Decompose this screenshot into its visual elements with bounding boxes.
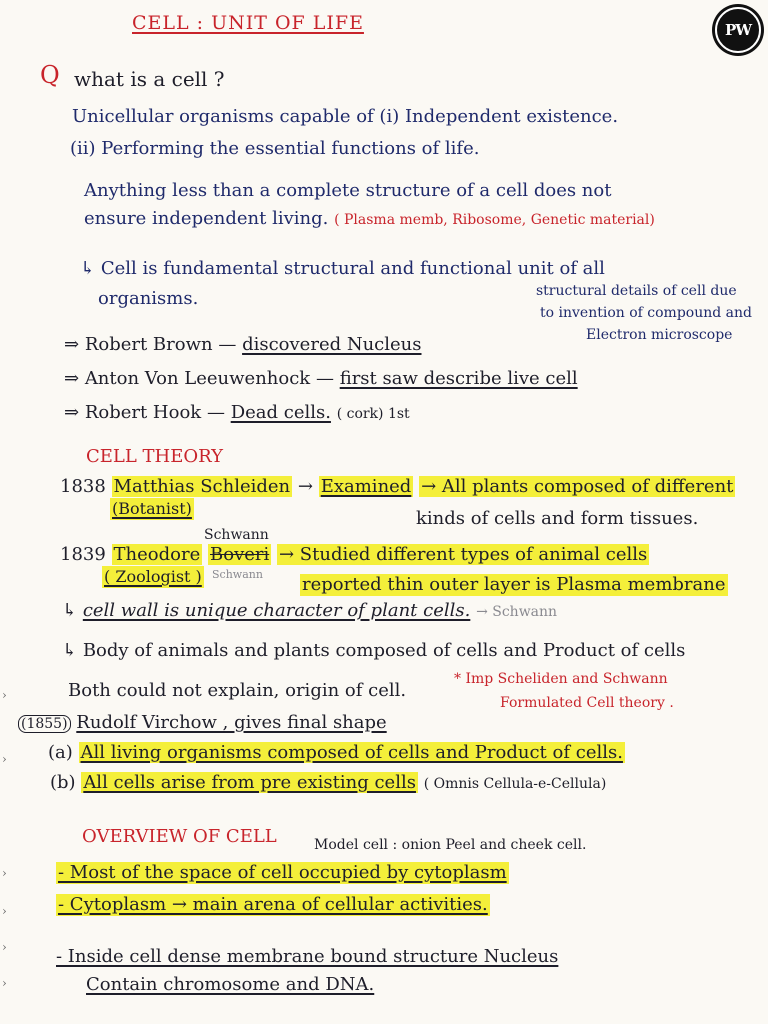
double-arrow-icon: ⇒ bbox=[64, 402, 85, 423]
margin-mark: › bbox=[2, 940, 7, 954]
point-b-row bbox=[50, 772, 606, 795]
imp-note-2: Formulated Cell theory . bbox=[500, 695, 674, 711]
def-line-1: Unicellular organisms capable of (i) Independent existence. bbox=[72, 106, 619, 127]
scientist-row-2: ⇒ Anton Von Leeuwenhock — first saw describe live cell bbox=[64, 368, 578, 389]
scientist-fact: discovered Nucleus bbox=[242, 334, 422, 355]
hook-arrow-icon: ↳ bbox=[80, 258, 101, 279]
schwann-year: 1839 bbox=[60, 544, 106, 565]
schwann-fact-2: reported thin outer layer is Plasma membrane bbox=[302, 574, 726, 595]
cell-wall-text: cell wall is unique character of plant cells. bbox=[82, 600, 471, 621]
pw-logo-text: PW bbox=[715, 7, 761, 53]
schleiden-role: (Botanist) bbox=[112, 499, 192, 518]
side-note-1: structural details of cell due bbox=[536, 283, 737, 299]
arrow-icon: → bbox=[297, 476, 313, 497]
question-text: what is a cell ? bbox=[74, 67, 225, 91]
both-text: Both could not explain, origin of cell. bbox=[68, 680, 407, 701]
def-line-3: Anything less than a complete structure of a cell does not bbox=[84, 180, 612, 201]
def-line-2: (ii) Performing the essential functions of life. bbox=[70, 138, 480, 159]
overview-heading: OVERVIEW OF CELL bbox=[82, 826, 277, 847]
schwann-name-struck: Boveri bbox=[210, 544, 270, 565]
scientist-name: Robert Brown bbox=[84, 334, 213, 355]
virchow-name: Rudolf Virchow , gives final shape bbox=[76, 712, 387, 733]
schwann-name-first: Theodore bbox=[113, 544, 201, 565]
point-a-row bbox=[48, 742, 625, 764]
scientist-extra: ( cork) 1st bbox=[336, 406, 410, 422]
point-b-label: (b) bbox=[50, 772, 76, 793]
virchow-year: (1855) bbox=[18, 715, 71, 733]
point-b-text: All cells arise from pre existing cells bbox=[83, 772, 416, 793]
point-a-text: All living organisms composed of cells and Product of cells. bbox=[80, 742, 623, 763]
schwann-row bbox=[60, 544, 649, 566]
side-note-2: to invention of compound and bbox=[540, 305, 752, 321]
scientist-row-1: ⇒ Robert Brown — discovered Nucleus bbox=[64, 334, 422, 355]
point-b-latin: ( Omnis Cellula-e-Cellula) bbox=[423, 776, 607, 792]
schwann-correction: Schwann bbox=[204, 527, 269, 543]
overview-point-1: - Most of the space of cell occupied by cytoplasm bbox=[58, 862, 507, 883]
cell-wall-note: → Schwann bbox=[476, 604, 558, 620]
point-a-label: (a) bbox=[48, 742, 73, 763]
schwann-fact-1: → Studied different types of animal cells bbox=[278, 544, 648, 565]
def-line-4a: ensure independent living. bbox=[84, 208, 329, 229]
double-arrow-icon: ⇒ bbox=[64, 334, 85, 355]
hook-arrow-icon: ↳ bbox=[62, 600, 83, 621]
scientist-fact: Dead cells. bbox=[230, 402, 331, 423]
scientist-fact: first saw describe live cell bbox=[339, 368, 578, 389]
pw-logo bbox=[712, 4, 764, 56]
scientist-row-3: ⇒ Robert Hook — Dead cells. ( cork) 1st bbox=[64, 402, 410, 423]
margin-mark: › bbox=[2, 688, 7, 702]
schleiden-year: 1838 bbox=[60, 476, 106, 497]
margin-mark: › bbox=[2, 976, 7, 990]
schleiden-fact-2: → All plants composed of different bbox=[421, 476, 734, 497]
body-row bbox=[62, 640, 685, 662]
side-note-3: Electron microscope bbox=[586, 327, 733, 343]
schwann-role: ( Zoologist ) bbox=[104, 567, 202, 586]
imp-note-1: * Imp Scheliden and Schwann bbox=[454, 671, 668, 687]
model-note: Model cell : onion Peel and cheek cell. bbox=[314, 837, 587, 853]
schleiden-name: Matthias Schleiden bbox=[113, 476, 291, 497]
body-text: Body of animals and plants composed of cells and Product of cells bbox=[82, 640, 686, 661]
scientist-name: Anton Von Leeuwenhock bbox=[84, 368, 311, 389]
def-line-4 bbox=[84, 208, 655, 231]
schleiden-fact-1: Examined bbox=[320, 476, 412, 497]
def-line-6: organisms. bbox=[98, 288, 199, 309]
def-line-4b: ( Plasma memb, Ribosome, Genetic material) bbox=[334, 212, 655, 228]
overview-point-3: - Inside cell dense membrane bound structure Nucleus bbox=[56, 946, 559, 967]
schleiden-row bbox=[60, 476, 735, 498]
cell-theory-heading: CELL THEORY bbox=[86, 446, 224, 467]
schleiden-fact-3: kinds of cells and form tissues. bbox=[416, 508, 699, 529]
hook-arrow-icon: ↳ bbox=[62, 640, 83, 661]
overview-point-2: - Cytoplasm → main arena of cellular activities. bbox=[58, 894, 488, 915]
page-title: CELL : UNIT OF LIFE bbox=[132, 12, 364, 34]
margin-mark: › bbox=[2, 904, 7, 918]
double-arrow-icon: ⇒ bbox=[64, 368, 85, 389]
virchow-row bbox=[18, 712, 387, 735]
scientist-name: Robert Hook bbox=[84, 402, 202, 423]
def-line-5 bbox=[80, 258, 605, 280]
margin-mark: › bbox=[2, 866, 7, 880]
cell-wall-row bbox=[62, 600, 557, 623]
schwann-role-note: Schwann bbox=[212, 568, 263, 581]
overview-point-4: Contain chromosome and DNA. bbox=[86, 974, 375, 995]
def-line-5-text: Cell is fundamental structural and functional unit of all bbox=[100, 258, 605, 279]
question-mark: Q bbox=[40, 61, 60, 89]
margin-mark: › bbox=[2, 752, 7, 766]
